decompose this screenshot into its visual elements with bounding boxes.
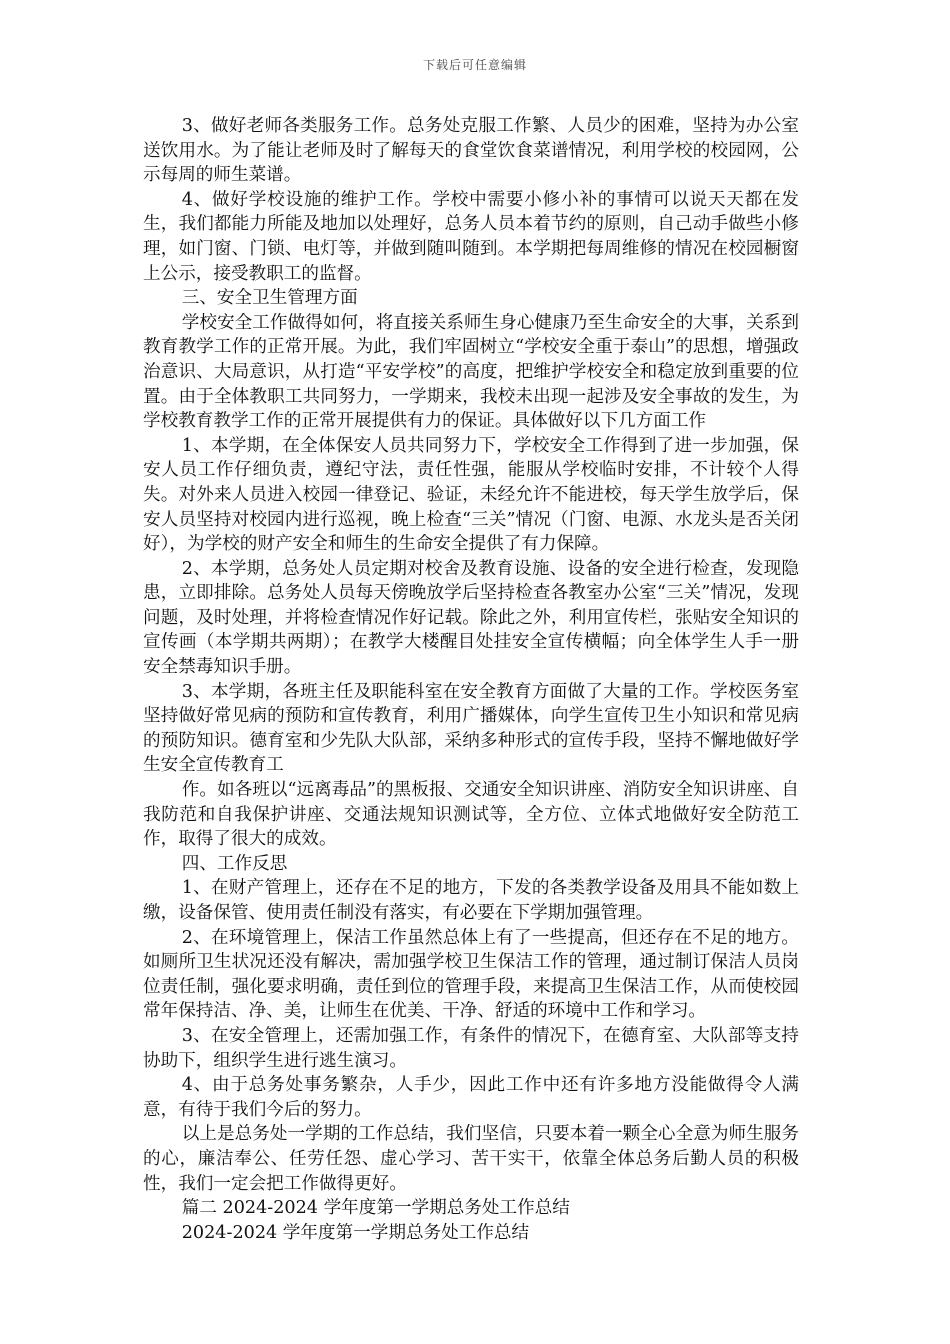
paragraph-security-guards: 1、本学期，在全体保安人员共同努力下，学校安全工作得到了进一步加强，保安人员工作仔细负责，遵纪守法，责任性强，能服从学校临时安排，不计较个人得失。对外来人员进入校园一律登记、验证，未经允许不能进校，每天学生放学后，保安人员坚持对校园内进行巡视，晚上检查“三关”情况（门窗、电源、水龙头是否关闭好），为学校的财产安全和师生的生命安全提供了有力保障。: [143, 435, 799, 555]
section-heading-reflection: 四、工作反思: [181, 853, 288, 874]
paragraph-conclusion: 以上是总务处一学期的工作总结，我们坚信，只要本着一颗全心全意为师生服务的心，廉洁奉公、任劳任怨、虚心学习、苦干实干，依靠全体总务后勤人员的积极性，我们一定会把工作做得更好。: [143, 1124, 799, 1194]
document-body: [143, 114, 799, 1245]
paragraph-safety-management: 3、在安全管理上，还需加强工作，有条件的情况下，在德育室、大队部等支持协助下，组织学生进行逃生演习。: [143, 1025, 799, 1071]
section-heading-safety: 三、安全卫生管理方面: [181, 288, 358, 309]
paragraph-workload: 4、由于总务处事务繁杂，人手少，因此工作中还有许多地方没能做得令人满意，有待于我们今后的努力。: [143, 1075, 799, 1120]
paragraph-safety-education: 3、本学期，各班主任及职能科室在安全教育方面做了大量的工作。学校医务室坚持做好常见病的预防和宣传教育，利用广播媒体，向学生宣传卫生小知识和常见病的预防知识。德育室和少先队大队部，采纳多种形式的宣传手段，坚持不懈地做好学生安全宣传教育工: [143, 681, 799, 776]
paragraph-safety-activities: 作。如各班以“远离毒品”的黑板报、交通安全知识讲座、消防安全知识讲座、自我防范和自我保护讲座、交通法规知识测试等，全方位、立体式地做好安全防范工作，取得了很大的成效。: [143, 780, 799, 850]
paragraph-safety-inspection: 2、本学期，总务处人员定期对校舍及教育设施、设备的安全进行检查，发现隐患，立即排除。总务处人员每天傍晚放学后坚持检查各教室办公室“三关”情况，发现问题，及时处理，并将检查情况作好记载。除此之外，利用宣传栏，张贴安全知识的宣传画（本学期共两期）；在教学大楼醒目处挂安全宣传横幅；向全体学生人手一册安全禁毒知识手册。: [143, 558, 799, 678]
section-heading-part-two: 篇二 2024-2024 学年度第一学期总务处工作总结: [181, 1198, 570, 1219]
paragraph-facility-maintenance: 4、做好学校设施的维护工作。学校中需要小修小补的事情可以说天天都在发生，我们都能力所能及地加以处理好，总务人员本着节约的原则，自己动手做些小修理，如门窗、门锁、电灯等，并做到随叫随到。本学期把每周维修的情况在校园橱窗上公示，接受教职工的监督。: [143, 189, 799, 284]
paragraph-environment-management: 2、在环境管理上，保洁工作虽然总体上有了一些提高，但还存在不足的地方。如厕所卫生状况还没有解决，需加强学校卫生保洁工作的管理，通过制订保洁人员岗位责任制，强化要求明确，责任到位的管理手段，来提高卫生保洁工作，从而使校园常年保持洁、净、美，让师生在优美、干净、舒适的环境中工作和学习。: [143, 927, 799, 1022]
page-header: 下载后可任意编辑: [422, 58, 527, 72]
paragraph-teacher-services: 3、做好老师各类服务工作。总务处克服工作繁、人员少的困难，坚持为办公室送饮用水。为了能让老师及时了解每天的食堂饮食菜谱情况，利用学校的校园网，公示每周的师生菜谱。: [143, 116, 799, 186]
paragraph-safety-intro: 学校安全工作做得如何，将直接关系师生身心健康乃至生命安全的大事，关系到教育教学工作的正常开展。为此，我们牢固树立“学校安全重于泰山”的思想，增强政治意识、大局意识，从打造“平安学校”的高度，把维护学校安全和稳定放到重要的位置。由于全体教职工共同努力，一学期来，我校未出现一起涉及安全事故的发生，为学校教育教学工作的正常开展提供有力的保证。具体做好以下几方面工作: [143, 312, 799, 432]
document-subtitle: 2024-2024 学年度第一学期总务处工作总结: [181, 1222, 530, 1243]
paragraph-property-management: 1、在财产管理上，还存在不足的地方，下发的各类教学设备及用具不能如数上缴，设备保管、使用责任制没有落实，有必要在下学期加强管理。: [143, 878, 799, 923]
